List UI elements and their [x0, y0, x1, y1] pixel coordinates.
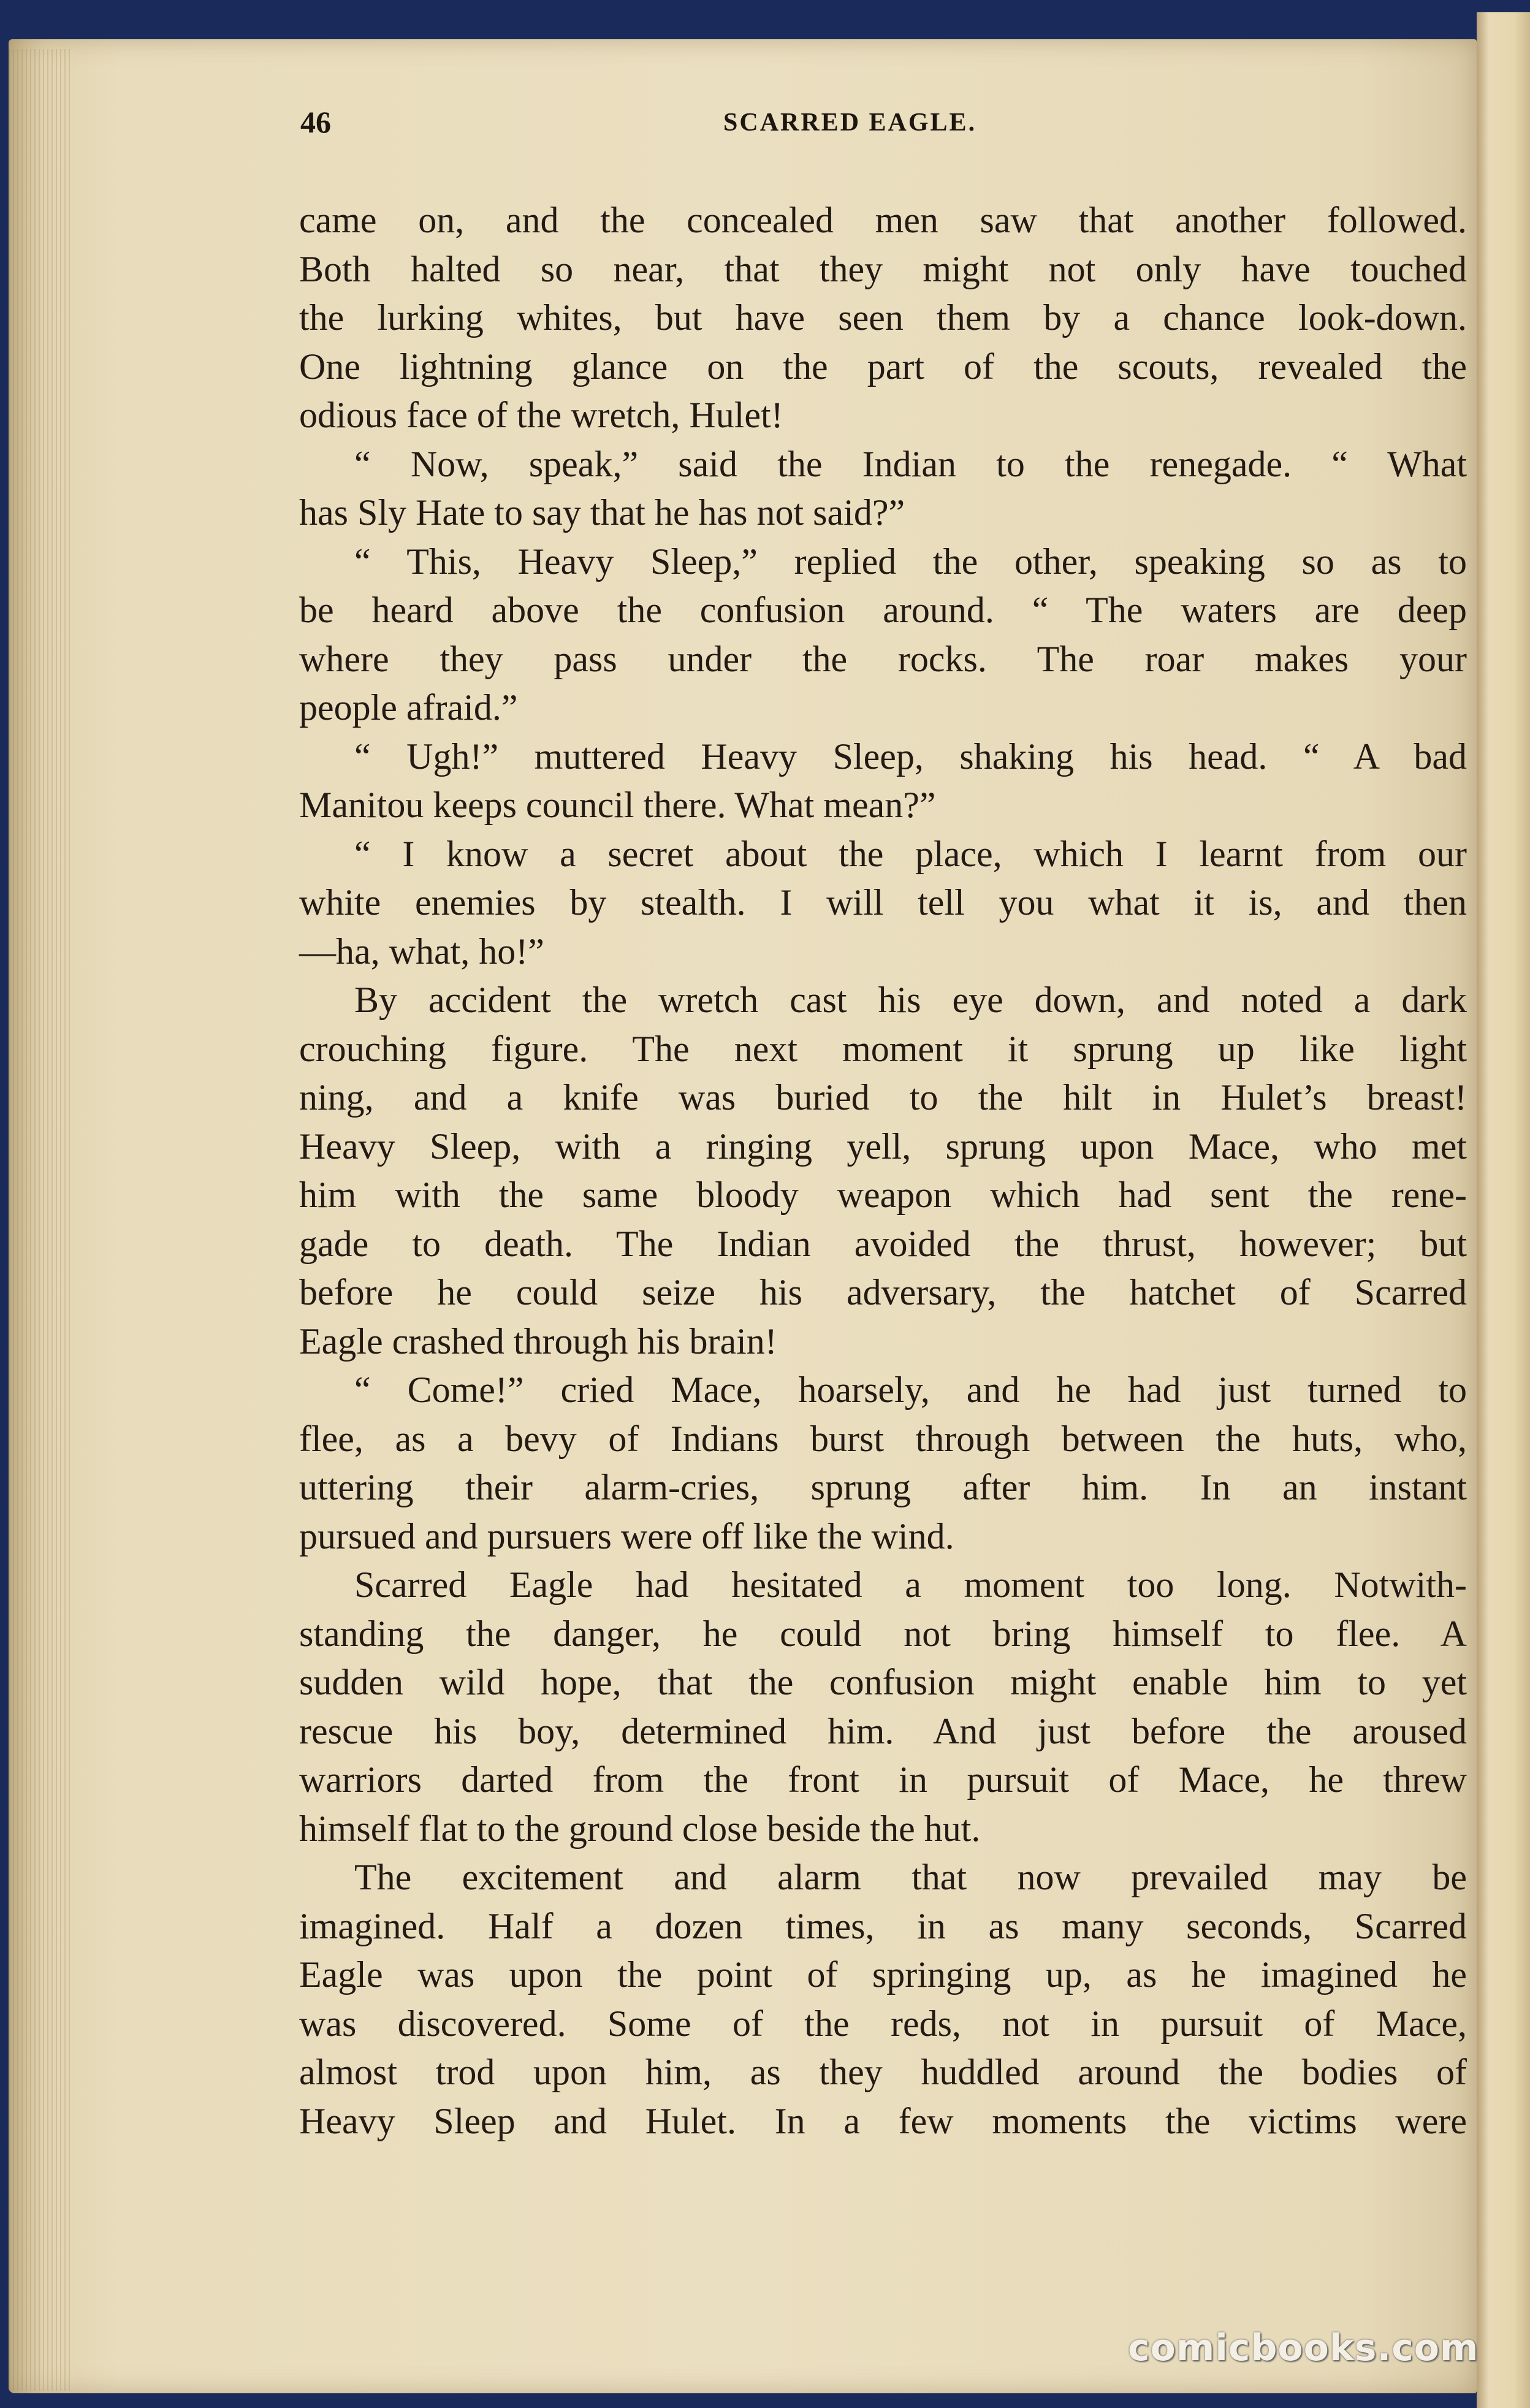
- text-line: “ This, Heavy Sleep,” replied the other, speaking so as to: [354, 541, 1467, 582]
- text-line: white enemies by stealth. I will tell you what it is, and then: [299, 882, 1467, 923]
- text-line: warriors darted from the front in pursuit of Mace, he threw: [299, 1759, 1467, 1800]
- text-line: Heavy Sleep, with a ringing yell, sprung upon Mace, who met: [299, 1126, 1467, 1167]
- text-line: him with the same bloody weapon which had sent the rene-: [299, 1175, 1467, 1215]
- text-line: “ Ugh!” muttered Heavy Sleep, shaking his head. “ A bad: [354, 736, 1467, 777]
- text-line: —ha, what, ho!”: [299, 931, 544, 972]
- text-line: crouching figure. The next moment it sprung up like light: [299, 1028, 1467, 1069]
- text-line: rescue his boy, determined him. And just before the aroused: [299, 1710, 1467, 1751]
- text-line: “ Come!” cried Mace, hoarsely, and he had just turned to: [354, 1370, 1467, 1410]
- text-line: be heard above the confusion around. “ The waters are deep: [299, 590, 1467, 630]
- text-line: Eagle was upon the point of springing up, as he imagined he: [299, 1954, 1467, 1995]
- text-line: where they pass under the rocks. The roar makes your: [299, 638, 1467, 679]
- text-line: imagined. Half a dozen times, in as many seconds, Scarred: [299, 1905, 1467, 1946]
- text-line: people afraid.”: [299, 687, 518, 728]
- facing-page-edge: [1477, 12, 1530, 2408]
- text-line: came on, and the concealed men saw that another followed.: [299, 200, 1467, 240]
- text-line: The excitement and alarm that now prevailed may be: [354, 1857, 1467, 1897]
- text-line: “ I know a secret about the place, which I learnt from our: [354, 833, 1467, 874]
- watermark-logo: comicbooks.com: [1128, 2326, 1479, 2369]
- text-line: Manitou keeps council there. What mean?”: [299, 785, 936, 825]
- body-text: [299, 196, 1467, 2146]
- text-line: was discovered. Some of the reds, not in pursuit of Mace,: [299, 2003, 1467, 2044]
- text-line: standing the danger, he could not bring himself to flee. A: [299, 1613, 1467, 1654]
- running-head: SCARRED EAGLE.: [723, 109, 977, 137]
- text-line: One lightning glance on the part of the scouts, revealed the: [299, 346, 1467, 387]
- text-line: Scarred Eagle had hesitated a moment too long. Notwith-: [354, 1564, 1467, 1605]
- text-line: ning, and a knife was buried to the hilt in Hulet’s breast!: [299, 1077, 1467, 1118]
- text-line: pursued and pursuers were off like the wind.: [299, 1515, 954, 1556]
- text-line: himself flat to the ground close beside the hut.: [299, 1808, 981, 1849]
- page-header: [300, 104, 1465, 147]
- text-line: flee, as a bevy of Indians burst through between the huts, who,: [299, 1418, 1467, 1459]
- text-line: the lurking whites, but have seen them by a chance look-down.: [299, 297, 1467, 338]
- text-line: “ Now, speak,” said the Indian to the renegade. “ What: [354, 443, 1467, 484]
- text-line: Both halted so near, that they might not only have touched: [299, 248, 1467, 289]
- page-edge-stack: [9, 49, 70, 2391]
- text-line: sudden wild hope, that the confusion might enable him to yet: [299, 1662, 1467, 1702]
- text-line: has Sly Hate to say that he has not said?”: [299, 492, 905, 533]
- text-line: before he could seize his adversary, the hatchet of Scarred: [299, 1272, 1467, 1313]
- text-line: By accident the wretch cast his eye down, and noted a dark: [354, 980, 1467, 1020]
- text-line: Eagle crashed through his brain!: [299, 1320, 777, 1362]
- text-line: gade to death. The Indian avoided the thrust, however; but: [299, 1223, 1467, 1264]
- text-line: almost trod upon him, as they huddled around the bodies of: [299, 2052, 1467, 2092]
- page-number: 46: [300, 105, 331, 139]
- text-line: Heavy Sleep and Hulet. In a few moments the victims were: [299, 2100, 1467, 2141]
- text-line: uttering their alarm-cries, sprung after him. In an instant: [299, 1467, 1467, 1507]
- text-line: odious face of the wretch, Hulet!: [299, 395, 783, 435]
